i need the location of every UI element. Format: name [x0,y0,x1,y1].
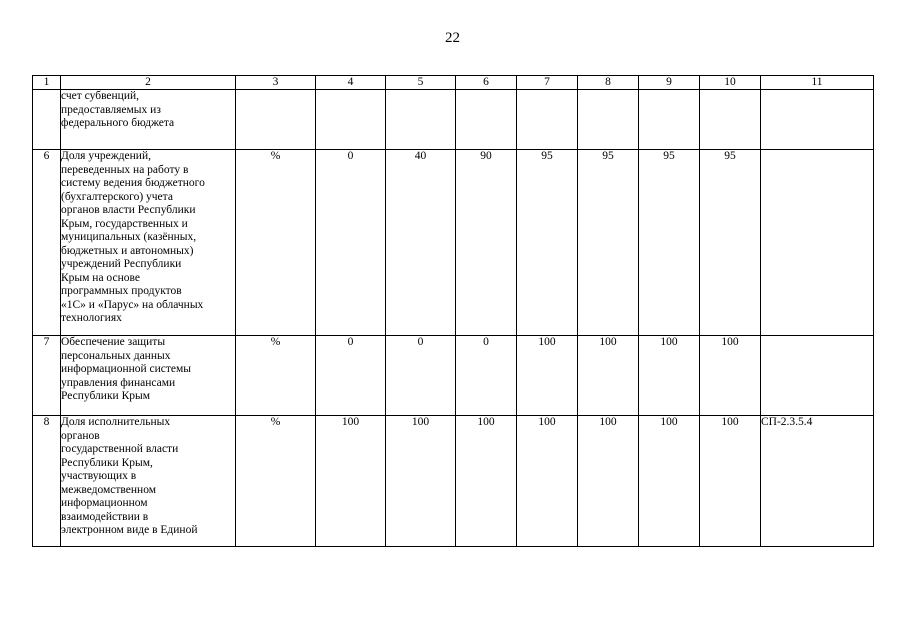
description-line: информационной системы [61,363,192,375]
description-line: бюджетных и автономных) [61,244,194,257]
row-value: 100 [639,336,700,416]
row-value: 100 [316,416,386,547]
row-value: 90 [456,150,517,336]
header-row [33,76,874,90]
col-header-1: 1 [33,76,61,90]
row-value: 0 [316,336,386,416]
row-value: 100 [578,336,639,416]
row-value [517,90,578,150]
description-line: Крым на основе [61,271,140,284]
row-value: 95 [517,150,578,336]
row-value: 0 [456,336,517,416]
row-description [61,150,236,336]
col-header-9: 9 [639,76,700,90]
row-description [61,416,236,547]
description-line: предоставляемых из [61,103,161,116]
row-note: СП-2.3.5.4 [761,416,874,547]
description-line: «1С» и «Парус» на облачных [61,298,204,311]
description-line: Крым, государственных и [61,217,188,230]
col-header-8: 8 [578,76,639,90]
row-index: 7 [33,336,61,416]
col-header-7: 7 [517,76,578,90]
row-value: 0 [386,336,456,416]
description-line: технологиях [61,312,122,324]
row-value: 100 [456,416,517,547]
description-line: Республики Крым [61,390,150,402]
description-line: федерального бюджета [61,117,175,129]
table-row [33,336,874,416]
row-unit: % [236,150,316,336]
description-line: Обеспечение защиты [61,336,166,348]
col-header-6: 6 [456,76,517,90]
table-row [33,416,874,547]
row-value: 100 [700,336,761,416]
row-value [578,90,639,150]
description-line: персональных данных [61,349,171,362]
description-line: участвующих в [61,470,137,482]
row-value: 40 [386,150,456,336]
row-value: 100 [700,416,761,547]
row-value [386,90,456,150]
row-value: 100 [517,416,578,547]
description-line: систему ведения бюджетного [61,177,205,189]
col-header-10: 10 [700,76,761,90]
row-value: 100 [639,416,700,547]
description-line: Республики Крым, [61,456,153,469]
description-line: учреждений Республики [61,258,182,270]
row-value: 100 [578,416,639,547]
row-value: 95 [578,150,639,336]
row-unit: % [236,336,316,416]
row-value [700,90,761,150]
description-line: Доля учреждений, [61,150,151,162]
description-line: взаимодействии в [61,510,149,523]
col-header-3: 3 [236,76,316,90]
description-line: межведомственном [61,483,157,496]
row-index: 6 [33,150,61,336]
table-row [33,150,874,336]
indicators-table [32,75,874,547]
col-header-2: 2 [61,76,236,90]
description-line: электронном виде в Единой [61,524,198,536]
row-index [33,90,61,150]
row-description [61,90,236,150]
description-line: муниципальных (казённых, [61,231,197,243]
row-unit: % [236,416,316,547]
row-index: 8 [33,416,61,547]
description-line: органов [61,429,100,442]
description-line: (бухгалтерского) учета [61,190,173,203]
row-note [761,150,874,336]
row-note [761,90,874,150]
row-description [61,336,236,416]
description-line: государственной власти [61,443,179,455]
row-value: 100 [386,416,456,547]
row-value [639,90,700,150]
description-line: Доля исполнительных [61,416,171,428]
description-line: управления финансами [61,376,176,389]
row-unit [236,90,316,150]
col-header-5: 5 [386,76,456,90]
row-note [761,336,874,416]
row-value: 95 [700,150,761,336]
col-header-11: 11 [761,76,874,90]
description-line: информационном [61,497,148,509]
row-value: 95 [639,150,700,336]
row-value: 0 [316,150,386,336]
col-header-4: 4 [316,76,386,90]
row-value [316,90,386,150]
page-number: 22 [445,30,460,46]
description-line: счет субвенций, [61,90,140,102]
description-line: органов власти Республики [61,204,196,216]
description-line: программных продуктов [61,285,182,297]
row-value: 100 [517,336,578,416]
description-line: переведенных на работу в [61,163,189,176]
table-row [33,90,874,150]
row-value [456,90,517,150]
